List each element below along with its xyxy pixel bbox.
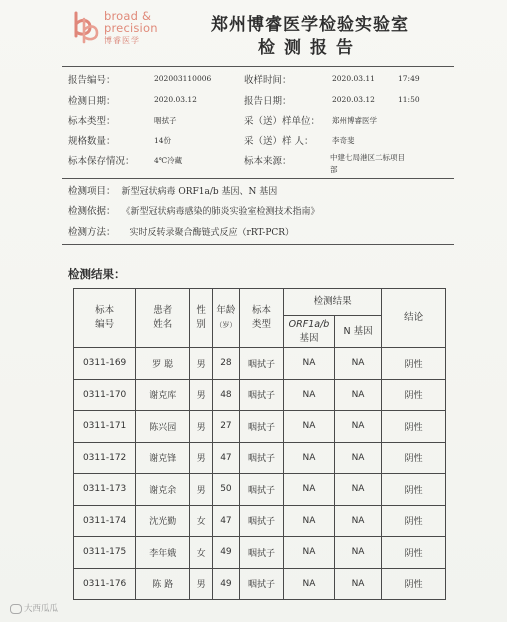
cell-patient-name: 谢克余 [136,474,190,506]
table-row [74,505,446,537]
table-row [74,442,446,474]
info-row-5 [68,151,458,181]
cell-n-gene-result: NA [334,411,381,443]
cell-sample-no: 0311-173 [74,474,136,506]
results-table [73,288,446,600]
report-time-value: 11:50 [398,95,420,104]
spec-qty-label: 规格数量： [68,136,116,147]
report-date-value: 2020.03.12 [332,95,375,104]
results-table-body [74,348,446,600]
table-row [74,474,446,506]
test-date-label: 检测日期： [68,96,116,107]
cell-age: 47 [212,442,239,474]
cell-n-gene-result: NA [334,505,381,537]
col-header-orf [284,316,335,348]
test-item-value: 新型冠状病毒 ORF1a/b 基因、N 基因 [121,187,278,197]
col-header-orf-1: ORF1a/b [288,318,330,330]
cell-sample-no: 0311-176 [74,568,136,600]
cell-sample-type: 咽拭子 [239,505,283,537]
cell-n-gene-result: NA [334,568,381,600]
cell-sample-no: 0311-172 [74,442,136,474]
lab-logo [70,10,190,46]
cell-conclusion: 阴性 [382,411,446,443]
test-method-line [68,224,294,238]
info-row-3 [68,111,458,128]
source-value-line-2: 部 [330,165,338,174]
col-header-sex-2: 别 [196,319,206,330]
table-header-row-1 [74,289,446,316]
col-header-sample-no-1: 标本 [95,305,115,316]
table-row [74,537,446,569]
cell-age: 48 [212,379,239,411]
col-header-name-1: 患者 [153,305,173,316]
cell-n-gene-result: NA [334,474,381,506]
report-date-label: 报告日期： [244,96,292,107]
col-header-orf-2: 基因 [299,332,319,344]
col-header-name-2: 姓名 [153,319,173,330]
cell-sample-type: 咽拭子 [239,411,283,443]
test-method-label: 检测方法： [68,227,116,238]
col-header-sample-type [239,289,283,348]
sender-value: 李奇斐 [332,136,355,145]
info-row-1 [68,70,458,87]
cell-sex: 男 [190,442,213,474]
results-heading: 检测结果： [68,267,126,281]
lab-title: 郑州博睿医学检验实验室 [211,15,409,35]
cell-sex: 男 [190,411,213,443]
cell-conclusion: 阴性 [382,442,446,474]
report-no-value: 202003110006 [154,74,212,83]
col-header-age-1: 年龄 [216,305,236,316]
cell-conclusion: 阴性 [382,474,446,506]
test-item-label: 检测项目： [68,186,116,197]
cell-orf-result: NA [284,442,335,474]
cell-patient-name: 沈光勤 [136,505,190,537]
cell-n-gene-result: NA [334,537,381,569]
table-row [74,568,446,600]
report-title: 检测报告 [258,38,362,58]
logo-wordmark [104,10,194,34]
cell-patient-name: 李年娥 [136,537,190,569]
cell-patient-name: 谢克锋 [136,442,190,474]
col-header-age [212,289,239,348]
cell-age: 50 [212,474,239,506]
test-basis-value: 《新型冠状病毒感染的肺炎实验室检测技术指南》 [121,207,320,217]
source-value-line-1: 中建七局港区二标项目 [330,153,405,162]
logo-line-1: broad & [104,9,152,23]
table-row [74,411,446,443]
sending-unit-value: 郑州博睿医学 [332,116,377,125]
cell-sample-no: 0311-171 [74,411,136,443]
col-header-type-2: 类型 [251,319,271,330]
sender-label: 采（送）样 人： [244,136,314,147]
cell-sex: 男 [190,474,213,506]
cell-patient-name: 罗 聪 [136,348,190,380]
test-basis-label: 检测依据： [68,206,116,217]
sample-type-value: 咽拭子 [154,116,177,125]
logo-chinese-name: 博睿医学 [104,36,140,45]
cell-orf-result: NA [284,348,335,380]
header-divider [62,66,454,67]
col-header-age-2: （岁） [215,321,237,329]
cell-sex: 男 [190,348,213,380]
col-header-sex [190,289,213,348]
report-no-label: 报告编号： [68,75,116,86]
sending-unit-label: 采（送）样单位： [244,116,321,127]
col-header-sample-no-2: 编号 [95,319,115,330]
cell-sample-no: 0311-169 [74,348,136,380]
cell-sex: 男 [190,379,213,411]
cell-n-gene-result: NA [334,348,381,380]
cell-age: 47 [212,505,239,537]
cell-n-gene-result: NA [334,379,381,411]
col-header-type-1: 标本 [251,305,271,316]
test-basis-line [68,203,320,217]
cell-sex: 女 [190,505,213,537]
cell-orf-result: NA [284,568,335,600]
storage-value: 4℃冷藏 [154,156,183,165]
cell-sex: 女 [190,537,213,569]
watermark [10,602,58,614]
table-row [74,379,446,411]
test-method-value: 实时反转录聚合酶链式反应（rRT-PCR） [129,228,295,238]
source-label: 标本来源： [244,156,292,167]
col-header-sample-no [74,289,136,348]
cell-sample-no: 0311-175 [74,537,136,569]
cell-sample-type: 咽拭子 [239,474,283,506]
info-row-2 [68,91,458,108]
test-date-value: 2020.03.12 [154,95,197,104]
weibo-icon [10,604,22,614]
cell-orf-result: NA [284,505,335,537]
cell-sample-type: 咽拭子 [239,442,283,474]
cell-n-gene-result: NA [334,442,381,474]
cell-conclusion: 阴性 [382,568,446,600]
collect-date-value: 2020.03.11 [332,74,375,83]
cell-sample-type: 咽拭子 [239,568,283,600]
spec-qty-value: 14份 [154,136,172,145]
cell-age: 28 [212,348,239,380]
cell-conclusion: 阴性 [382,348,446,380]
meta-divider [62,244,454,245]
cell-sample-type: 咽拭子 [239,379,283,411]
cell-patient-name: 陈兴园 [136,411,190,443]
cell-age: 27 [212,411,239,443]
cell-conclusion: 阴性 [382,505,446,537]
col-header-n-gene: N 基因 [334,316,381,348]
cell-orf-result: NA [284,537,335,569]
col-header-name [136,289,190,348]
test-item-line [68,183,277,197]
logo-mark-icon [70,10,100,44]
cell-sex: 男 [190,568,213,600]
cell-orf-result: NA [284,474,335,506]
cell-conclusion: 阴性 [382,379,446,411]
cell-age: 49 [212,537,239,569]
collect-time-value: 17:49 [398,74,420,83]
cell-orf-result: NA [284,379,335,411]
cell-sample-no: 0311-170 [74,379,136,411]
info-divider [62,178,454,179]
cell-orf-result: NA [284,411,335,443]
collect-time-label: 收样时间： [244,75,292,86]
sample-type-label: 标本类型： [68,116,116,127]
cell-sample-type: 咽拭子 [239,537,283,569]
watermark-text: 大西瓜瓜 [24,604,59,614]
cell-patient-name: 陈 路 [136,568,190,600]
cell-conclusion: 阴性 [382,537,446,569]
col-header-results-group: 检测结果 [284,289,382,316]
cell-patient-name: 谢克库 [136,379,190,411]
logo-line-2: precision [104,21,158,35]
storage-label: 标本保存情况： [68,156,135,167]
col-header-sex-1: 性 [196,305,206,316]
col-header-conclusion: 结论 [382,289,446,348]
cell-age: 49 [212,568,239,600]
info-row-4 [68,131,458,148]
table-row [74,348,446,380]
cell-sample-type: 咽拭子 [239,348,283,380]
cell-sample-no: 0311-174 [74,505,136,537]
